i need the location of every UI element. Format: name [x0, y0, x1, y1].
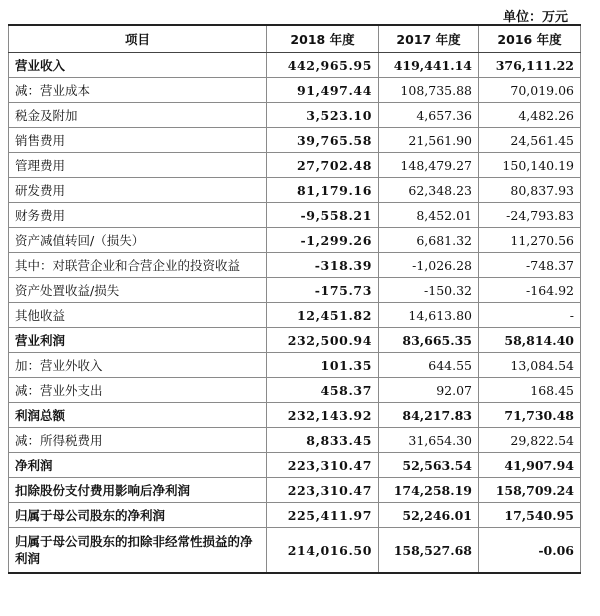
value-2018: 223,310.47: [267, 478, 379, 503]
value-2017: 52,246.01: [379, 503, 479, 528]
value-2016: -0.06: [479, 528, 581, 574]
value-2016: 150,140.19: [479, 153, 581, 178]
row-label: 管理费用: [9, 153, 267, 178]
table-row: [9, 453, 581, 478]
row-label: 营业收入: [9, 53, 267, 78]
value-2016: 29,822.54: [479, 428, 581, 453]
table-row: [9, 378, 581, 403]
table-row: [9, 78, 581, 103]
table-row: [9, 403, 581, 428]
value-2016: -: [479, 303, 581, 328]
table-row: [9, 103, 581, 128]
value-2017: 8,452.01: [379, 203, 479, 228]
table-row: [9, 503, 581, 528]
value-2018: 442,965.95: [267, 53, 379, 78]
value-2017: 6,681.32: [379, 228, 479, 253]
value-2016: 80,837.93: [479, 178, 581, 203]
value-2018: 8,833.45: [267, 428, 379, 453]
header-2016: 2016 年度: [479, 25, 581, 53]
value-2017: 52,563.54: [379, 453, 479, 478]
value-2017: 84,217.83: [379, 403, 479, 428]
value-2018: -9,558.21: [267, 203, 379, 228]
value-2016: 158,709.24: [479, 478, 581, 503]
table-row: [9, 253, 581, 278]
value-2018: 214,016.50: [267, 528, 379, 574]
table-row: [9, 178, 581, 203]
row-label: 其他收益: [9, 303, 267, 328]
value-2018: -175.73: [267, 278, 379, 303]
value-2017: 14,613.80: [379, 303, 479, 328]
value-2018: -318.39: [267, 253, 379, 278]
table-row: [9, 278, 581, 303]
value-2018: 225,411.97: [267, 503, 379, 528]
value-2016: 17,540.95: [479, 503, 581, 528]
table-row: [9, 353, 581, 378]
value-2018: 458.37: [267, 378, 379, 403]
value-2016: 13,084.54: [479, 353, 581, 378]
value-2016: 71,730.48: [479, 403, 581, 428]
value-2016: 11,270.56: [479, 228, 581, 253]
table-row: [9, 228, 581, 253]
row-label: 利润总额: [9, 403, 267, 428]
table-row: [9, 303, 581, 328]
row-label: 其中：对联营企业和合营企业的投资收益: [9, 253, 267, 278]
value-2016: -164.92: [479, 278, 581, 303]
row-label: 减：营业外支出: [9, 378, 267, 403]
value-2017: -1,026.28: [379, 253, 479, 278]
header-2017: 2017 年度: [379, 25, 479, 53]
value-2016: 41,907.94: [479, 453, 581, 478]
value-2018: 81,179.16: [267, 178, 379, 203]
table-row: [9, 528, 581, 574]
value-2018: 232,500.94: [267, 328, 379, 353]
table-row: [9, 203, 581, 228]
value-2016: -24,793.83: [479, 203, 581, 228]
row-label: 扣除股份支付费用影响后净利润: [9, 478, 267, 503]
value-2017: -150.32: [379, 278, 479, 303]
value-2016: 168.45: [479, 378, 581, 403]
value-2017: 174,258.19: [379, 478, 479, 503]
row-label: 财务费用: [9, 203, 267, 228]
value-2016: 58,814.40: [479, 328, 581, 353]
value-2018: 39,765.58: [267, 128, 379, 153]
row-label: 资产减值转回/（损失）: [9, 228, 267, 253]
value-2018: 101.35: [267, 353, 379, 378]
row-label: 资产处置收益/损失: [9, 278, 267, 303]
row-label: 销售费用: [9, 128, 267, 153]
row-label: 归属于母公司股东的扣除非经常性损益的净利润: [9, 528, 267, 574]
row-label: 净利润: [9, 453, 267, 478]
value-2017: 148,479.27: [379, 153, 479, 178]
table-row: [9, 128, 581, 153]
row-label: 减：营业成本: [9, 78, 267, 103]
row-label: 归属于母公司股东的净利润: [9, 503, 267, 528]
table-row: [9, 53, 581, 78]
value-2016: 24,561.45: [479, 128, 581, 153]
value-2018: 232,143.92: [267, 403, 379, 428]
table-header: [9, 25, 581, 53]
header-item: 项目: [9, 25, 267, 53]
value-2017: 644.55: [379, 353, 479, 378]
header-row: [9, 25, 581, 53]
value-2017: 4,657.36: [379, 103, 479, 128]
row-label: 加：营业外收入: [9, 353, 267, 378]
income-statement-table: [8, 24, 581, 574]
value-2016: 4,482.26: [479, 103, 581, 128]
table-row: [9, 153, 581, 178]
value-2018: 3,523.10: [267, 103, 379, 128]
value-2018: 12,451.82: [267, 303, 379, 328]
value-2016: 70,019.06: [479, 78, 581, 103]
unit-label: 单位：万元: [502, 10, 568, 25]
value-2018: -1,299.26: [267, 228, 379, 253]
table-row: [9, 328, 581, 353]
table-body: [9, 53, 581, 574]
value-2017: 419,441.14: [379, 53, 479, 78]
value-2017: 21,561.90: [379, 128, 479, 153]
value-2017: 158,527.68: [379, 528, 479, 574]
value-2018: 91,497.44: [267, 78, 379, 103]
value-2017: 92.07: [379, 378, 479, 403]
value-2017: 108,735.88: [379, 78, 479, 103]
row-label: 税金及附加: [9, 103, 267, 128]
value-2017: 62,348.23: [379, 178, 479, 203]
table-row: [9, 428, 581, 453]
value-2017: 31,654.30: [379, 428, 479, 453]
value-2018: 223,310.47: [267, 453, 379, 478]
row-label: 研发费用: [9, 178, 267, 203]
row-label: 减：所得税费用: [9, 428, 267, 453]
row-label: 营业利润: [9, 328, 267, 353]
value-2016: 376,111.22: [479, 53, 581, 78]
value-2017: 83,665.35: [379, 328, 479, 353]
value-2018: 27,702.48: [267, 153, 379, 178]
value-2016: -748.37: [479, 253, 581, 278]
header-2018: 2018 年度: [267, 25, 379, 53]
table-row: [9, 478, 581, 503]
